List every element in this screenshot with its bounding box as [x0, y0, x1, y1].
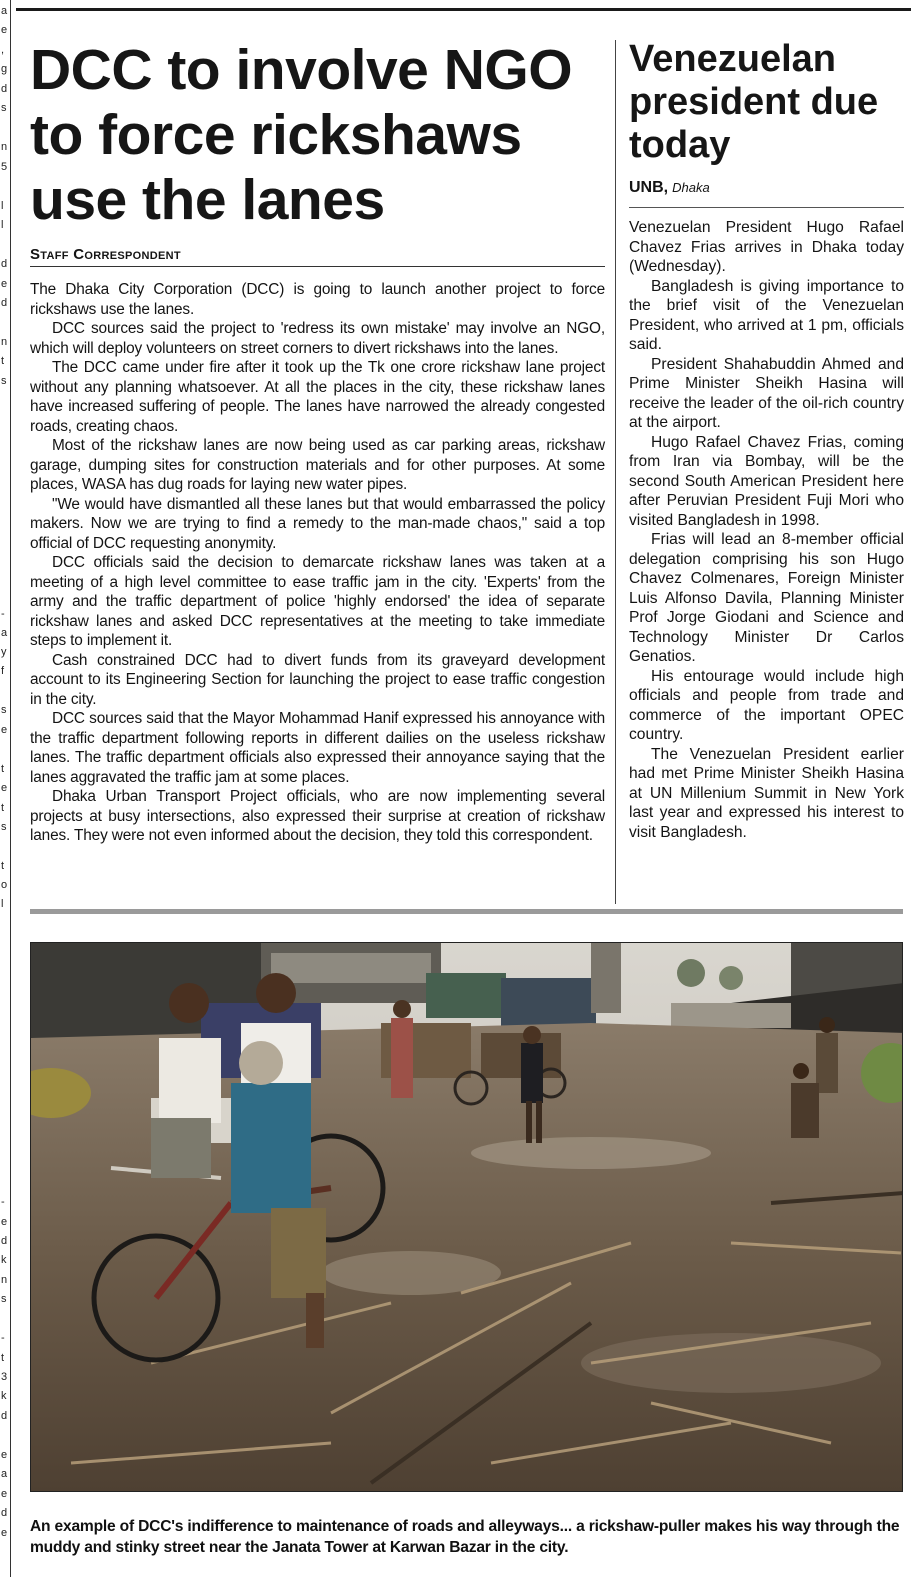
side-body: [629, 218, 904, 842]
margin-fragment: d: [1, 1507, 8, 1519]
margin-fragment: d: [1, 1410, 8, 1422]
side-byline-rule: [629, 207, 904, 208]
margin-fragment: t: [1, 802, 5, 814]
margin-fragment: y: [1, 646, 7, 658]
section-divider: [30, 909, 903, 914]
side-paragraph: Bangladesh is giving importance to the brief visit of the Venezuelan President, who arrived at 1 pm, officials said.: [629, 277, 904, 353]
news-photo: [30, 942, 903, 1492]
margin-fragment: d: [1, 1235, 8, 1247]
column-divider: [615, 40, 616, 904]
margin-fragment: t: [1, 763, 5, 775]
lead-paragraph: "We would have dismantled all these lanes but that would embarrassed the policy makers. Now we are trying to find a remedy to the man-made chaos," said a top official of DCC requesting anonymity.: [30, 495, 605, 552]
side-paragraph: Venezuelan President Hugo Rafael Chavez Frias arrives in Dhaka today (Wednesday).: [629, 219, 904, 275]
lead-paragraph: The DCC came under fire after it took up the Tk one crore rickshaw lane project without any planning whatsoever. At all the places in the city, these rickshaw lanes have increased suffering of people. The lanes have narrowed the already congested roads, creating chaos.: [30, 359, 605, 435]
margin-fragment: e: [1, 1449, 8, 1461]
margin-fragment: e: [1, 1488, 8, 1500]
margin-fragment: l: [1, 219, 4, 231]
lead-byline: Staff Correspondent: [30, 246, 605, 267]
margin-fragment: s: [1, 1293, 7, 1305]
margin-fragment: e: [1, 1527, 8, 1539]
lead-headline: DCC to involve NGO to force rickshaws use the lanes: [30, 38, 573, 232]
margin-fragment: g: [1, 63, 8, 75]
margin-fragment: ,: [1, 44, 5, 56]
lead-body: [30, 280, 605, 846]
margin-fragment: e: [1, 24, 8, 36]
margin-fragment: l: [1, 898, 4, 910]
lead-paragraph: Cash constrained DCC had to divert funds from its graveyard development account to its Engineering Section for launching the project to ease traffic congestion in the city.: [30, 651, 605, 708]
margin-fragment: t: [1, 1352, 5, 1364]
lead-paragraph: DCC sources said the project to 'redress its own mistake' may involve an NGO, which will deploy volunteers on street corners to divert rickshaws into the lanes.: [30, 320, 605, 357]
margin-fragment: d: [1, 83, 8, 95]
margin-fragment: k: [1, 1254, 7, 1266]
margin-fragment: t: [1, 860, 5, 872]
margin-fragment: n: [1, 1274, 8, 1286]
margin-fragment: n: [1, 141, 8, 153]
lead-paragraph: Most of the rickshaw lanes are now being used as car parking areas, rickshaw garage, dumping sites for construction materials and for other purposes. At some places, WASA has dug roads for laying new water pipes.: [30, 437, 605, 493]
margin-fragment: k: [1, 1390, 7, 1402]
lead-paragraph: DCC sources said that the Mayor Mohammad Hanif expressed his annoyance with the traffic department following reports in different dailies on the useless rickshaw lanes. The traffic department officials also expressed their annoyance saying that the lanes aggravated the traffic jam at some places.: [30, 710, 605, 786]
margin-fragment: t: [1, 355, 5, 367]
margin-fragment: s: [1, 102, 7, 114]
lead-paragraph: DCC officials said the decision to demarcate rickshaw lanes was taken at a meeting of a high level committee to ease traffic jam in the city. 'Experts' from the army and the traffic department of police 'highly endorsed' the idea of separate rickshaw lanes and asked DCC representatives at the meeting to take immediate steps to implement it.: [30, 554, 605, 649]
side-agency: UNB,: [629, 179, 669, 196]
lead-paragraph: Dhaka Urban Transport Project officials, who are now implementing several projects at busy intersections, also expressed their surprise at creation of rickshaw lanes. They were not even informed about the decision, they told this correspondent.: [30, 788, 605, 844]
margin-fragment: a: [1, 1468, 8, 1480]
margin-fragment: l: [1, 200, 4, 212]
margin-fragment: d: [1, 297, 8, 309]
margin-fragment: 3: [1, 1371, 8, 1383]
margin-fragment: s: [1, 704, 7, 716]
margin-fragment: s: [1, 821, 7, 833]
margin-fragment: e: [1, 1216, 8, 1228]
margin-fragment: a: [1, 5, 8, 17]
side-paragraph: His entourage would include high officials and people from trade and commerce of the important OPEC country.: [629, 667, 904, 743]
lead-story: [30, 38, 605, 846]
margin-fragment: -: [1, 608, 5, 620]
margin-fragment: f: [1, 665, 5, 677]
margin-fragment: 5: [1, 161, 8, 173]
margin-fragment: e: [1, 724, 8, 736]
side-paragraph: The Venezuelan President earlier had met Prime Minister Sheikh Hasina at UN Millenium Summit in New York last year and expressed his interest to visit Bangladesh.: [629, 745, 904, 841]
side-paragraph: Frias will lead an 8-member official delegation comprising his son Hugo Chavez Colmenares, Foreign Minister Luis Alfonso Davila, Planning Minister Prof Jorge Giodani and Science and Technology Minister Dr Carlos Genatios.: [629, 531, 904, 665]
lead-paragraph: The Dhaka City Corporation (DCC) is going to launch another project to force rickshaws use the lanes.: [30, 281, 605, 318]
margin-fragment: -: [1, 1332, 5, 1344]
margin-fragment: o: [1, 879, 8, 891]
photo-caption: An example of DCC's indifference to maintenance of roads and alleyways... a rickshaw-puller makes his way through the muddy and stinky street near the Janata Tower at Karwan Bazar in the city.: [30, 1518, 900, 1556]
margin-fragment: d: [1, 258, 8, 270]
rickshaw-street-photo: [31, 943, 903, 1492]
top-border-rule: [16, 0, 911, 11]
margin-fragment: s: [1, 375, 7, 387]
margin-fragment: -: [1, 1196, 5, 1208]
side-byline: [629, 179, 904, 197]
side-paragraph: Hugo Rafael Chavez Frias, coming from Iran via Bombay, will be the second South American President here after Peruvian President Fuji Mori who visited Bangladesh in 1998.: [629, 433, 904, 529]
left-margin-column: [0, 0, 11, 1577]
margin-fragment: a: [1, 627, 8, 639]
margin-fragment: e: [1, 782, 8, 794]
margin-fragment: n: [1, 336, 8, 348]
side-paragraph: President Shahabuddin Ahmed and Prime Minister Sheikh Hasina will receive the leader of the oil-rich country at the airport.: [629, 355, 904, 431]
side-dateline: Dhaka: [672, 180, 710, 195]
side-story: [629, 38, 904, 842]
side-headline: Venezuelan president due today: [629, 38, 879, 166]
margin-fragment: e: [1, 278, 8, 290]
